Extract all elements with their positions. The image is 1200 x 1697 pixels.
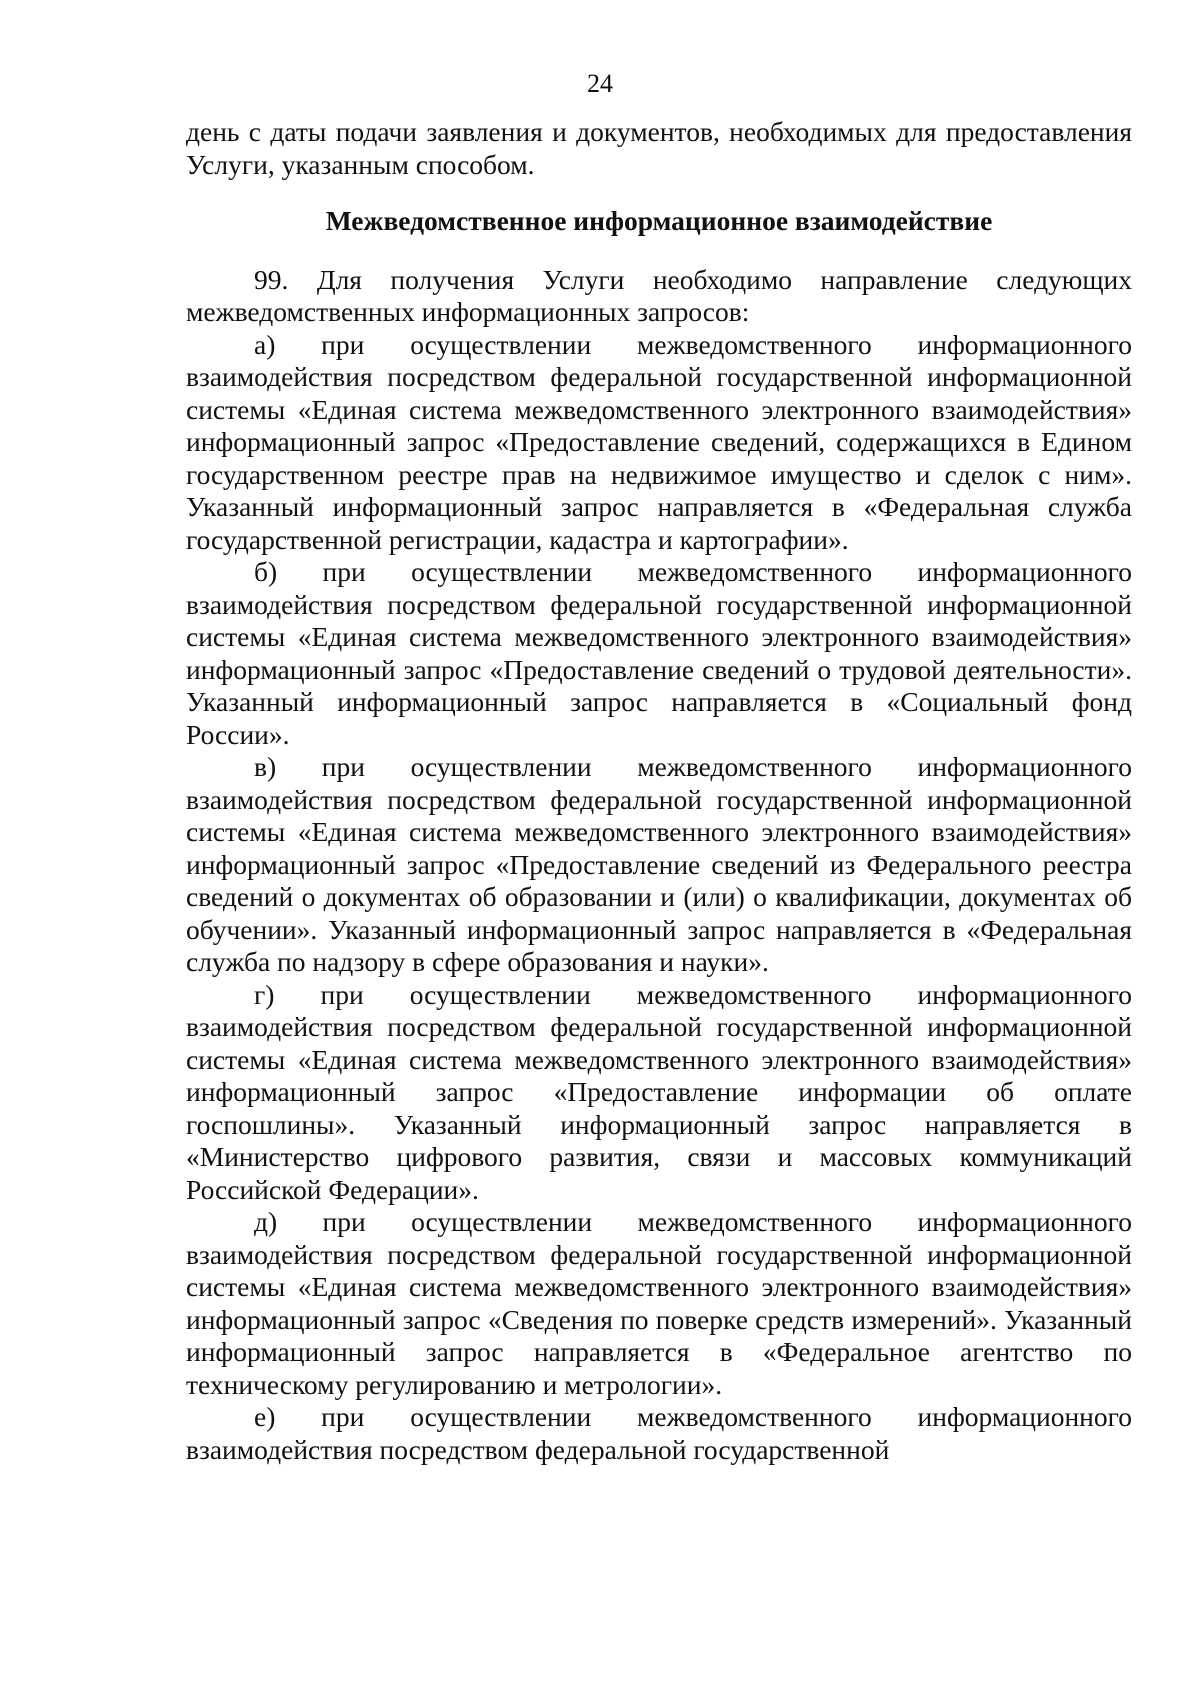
paragraph-item-d: д) при осуществлении межведомственного информационного взаимодействия посредством федеральной государственной информационной системы «Единая система межведомственного электронного взаимодействия» информационный запрос «Сведения по поверке средств измерений». Указанный информационный запрос направляется в «Федеральное агентство по техническому регулированию и метрологии». bbox=[186, 1206, 1132, 1400]
page-number: 24 bbox=[587, 69, 613, 98]
paragraph-item-b: б) при осуществлении межведомственного информационного взаимодействия посредством федеральной государственной информационной системы «Единая система межведомственного электронного взаимодействия» информационный запрос «Предоставление сведений о трудовой деятельности». Указанный информационный запрос направляется в «Социальный фонд России». bbox=[186, 556, 1132, 750]
paragraph-item-a: а) при осуществлении межведомственного информационного взаимодействия посредством федеральной государственной информационной системы «Единая система межведомственного электронного взаимодействия» информационный запрос «Предоставление сведений, содержащихся в Едином государственном реестре прав на недвижимое имущество и сделок с ним». Указанный информационный запрос направляется в «Федеральная служба государственной регистрации, кадастра и картографии». bbox=[186, 328, 1132, 555]
paragraph-99: 99. Для получения Услуги необходимо направление следующих межведомственных информационных запросов: bbox=[186, 263, 1132, 327]
paragraph-item-g: г) при осуществлении межведомственного информационного взаимодействия посредством федеральной государственной информационной системы «Единая система межведомственного электронного взаимодействия» информационный запрос «Предоставление информации об оплате госпошлины». Указанный информационный запрос направляется в «Министерство цифрового развития, связи и массовых коммуникаций Российской Федерации». bbox=[186, 978, 1132, 1205]
page-body bbox=[186, 116, 1132, 1466]
continuation-paragraph: день с даты подачи заявления и документов, необходимых для предоставления Услуги, указанным способом. bbox=[186, 116, 1132, 180]
paragraph-item-e: е) при осуществлении межведомственного информационного взаимодействия посредством федеральной государственной bbox=[186, 1401, 1132, 1465]
section-heading: Межведомственное информационное взаимодействие bbox=[325, 205, 993, 236]
paragraph-item-v: в) при осуществлении межведомственного информационного взаимодействия посредством федеральной государственной информационной системы «Единая система межведомственного электронного взаимодействия» информационный запрос «Предоставление сведений из Федерального реестра сведений о документах об образовании и (или) о квалификации, документах об обучении». Указанный информационный запрос направляется в «Федеральная служба по надзору в сфере образования и науки». bbox=[186, 751, 1132, 977]
